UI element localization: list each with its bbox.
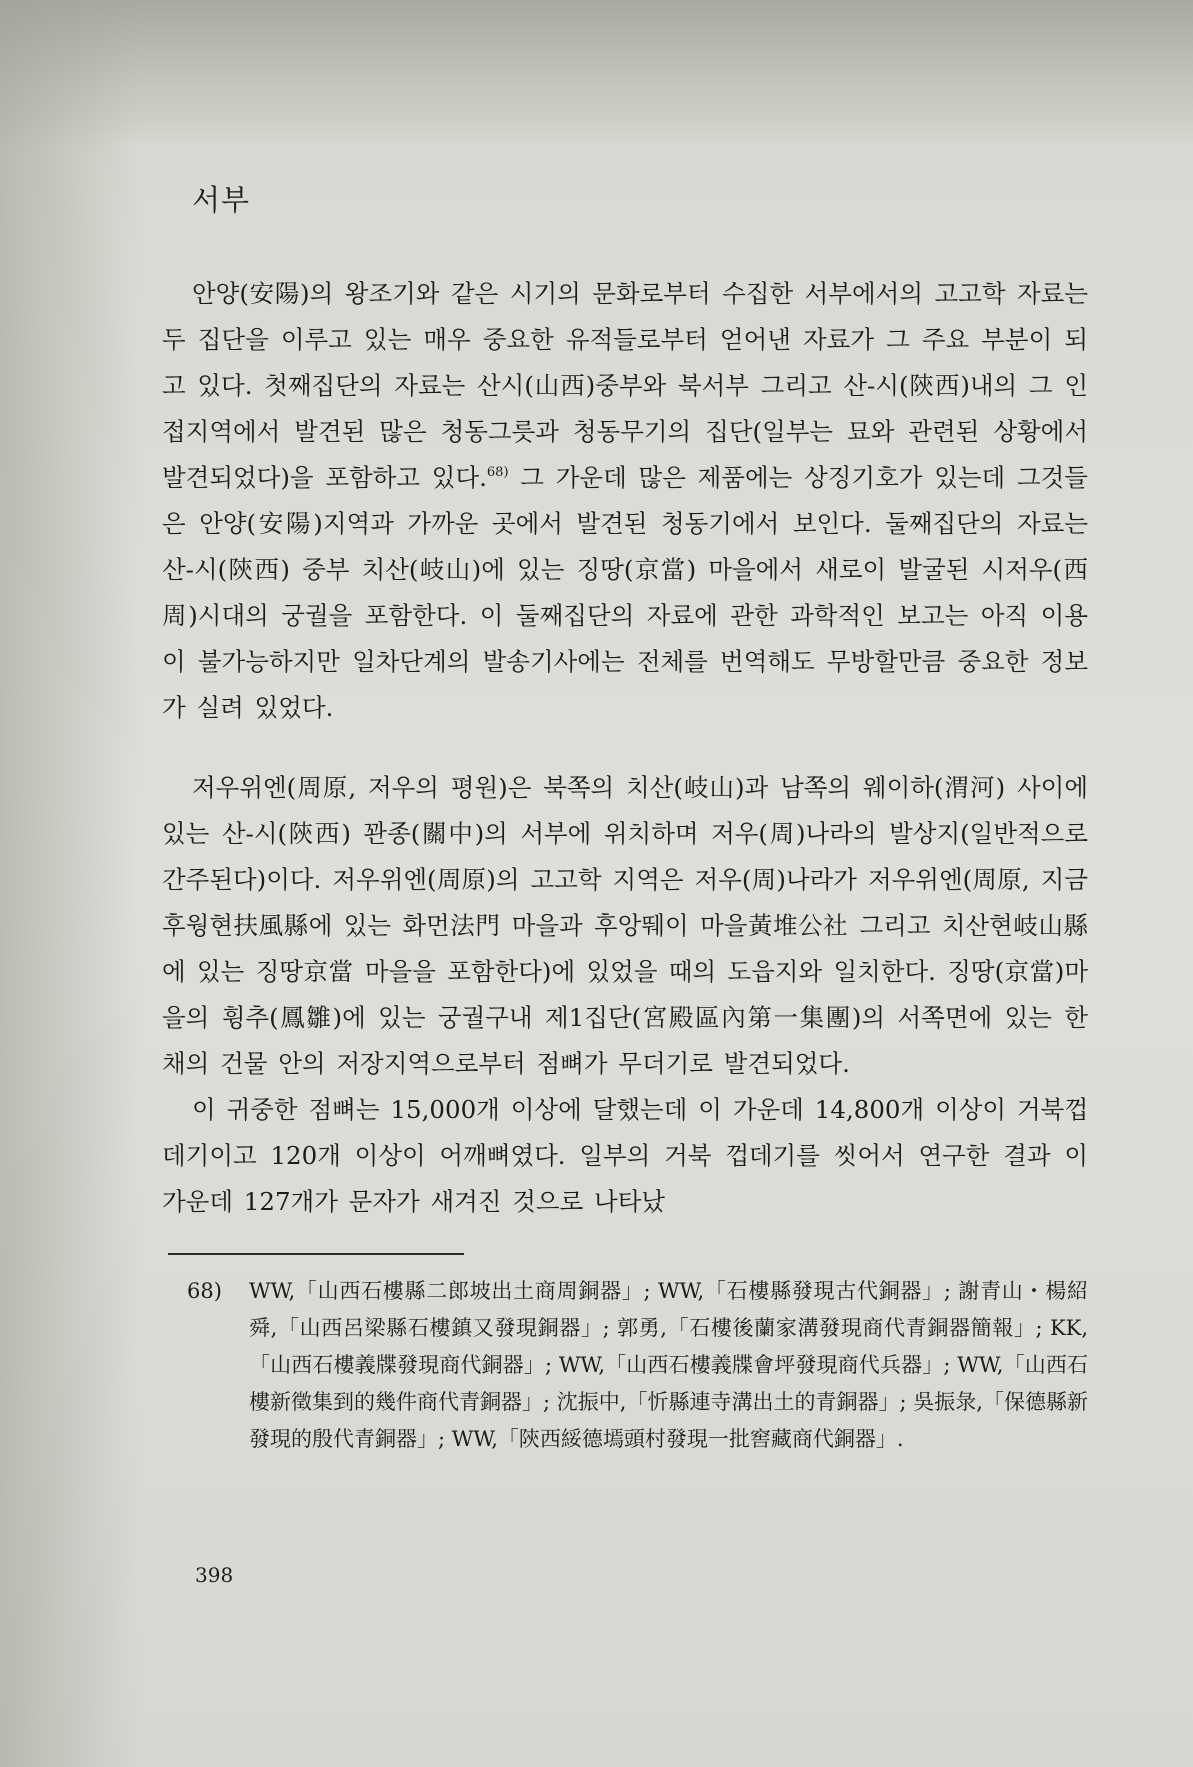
footnote-reference[interactable]: 68) bbox=[486, 465, 509, 480]
paragraph-1-text-a: 안양(安陽)의 왕조기와 같은 시기의 문화로부터 수집한 서부에서의 고고학 자료는 두 집단을 이루고 있는 매우 중요한 유적들로부터 얻어낸 자료가 그 주요 부분이 되고 있다. 첫째집단의 자료는 산시(山西)중부와 북서부 그리고 산-시(陝西)내의 그 인접지역에서 발견된 많은 청동그릇과 청동무기의 집단(일부는 묘와 관련된 상황에서 발견되었다)을 포함하고 있다. bbox=[162, 279, 1088, 492]
paragraph-3: 이 귀중한 점뼈는 15,000개 이상에 달했는데 이 가운데 14,800개 이상이 거북껍데기이고 120개 이상이 어깨뼈였다. 일부의 거북 껍데기를 씻어서 연구한 결과 이 가운데 127개가 문자가 새겨진 것으로 나타났 bbox=[162, 1095, 1088, 1216]
page-content bbox=[162, 170, 1088, 1458]
page-number: 398 bbox=[195, 1563, 234, 1587]
paragraph-1 bbox=[162, 271, 1088, 731]
footnote-number: 68) bbox=[187, 1279, 222, 1303]
section-heading: 서부 bbox=[192, 183, 251, 217]
footnote-text: WW,「山西石樓縣二郎坡出土商周銅器」; WW,「石樓縣發現古代銅器」; 謝青山・楊紹舜,「山西呂梁縣石樓鎮又發現銅器」; 郭勇,「石樓後蘭家溝發現商代青銅器簡報」; KK,「山西石樓義牒發現商代銅器」; WW,「山西石樓義牒會坪發現商代兵器」; WW,「山西石樓新徵集到的幾件商代青銅器」; 沈振中,「忻縣連寺溝出土的青銅器」; 吳振彔,「保德縣新發現的殷代青銅器」; WW,「陝西綏德墕頭村發現一批窖藏商代銅器」. bbox=[249, 1279, 1088, 1451]
footnote bbox=[187, 1273, 1088, 1458]
paragraph-2: 저우위엔(周原, 저우의 평원)은 북쪽의 치산(岐山)과 남쪽의 웨이하(渭河) 사이에 있는 산-시(陝西) 꽌종(關中)의 서부에 위치하며 저우(周)나라의 발상지(일반적으로 간주된다)이다. 저우위엔(周原)의 고고학 지역은 저우(周)나라가 저우위엔(周原, 지금 후웡현扶風縣에 있는 화먼法門 마을과 후앙뛔이 마을黃堆公社 그리고 치산현岐山縣에 있는 징땅京當 마을을 포함한다)에 있었을 때의 도읍지와 일치한다. 징땅(京當)마을의 휭추(鳳雛)에 있는 궁궐구내 제1집단(宮殿區內第一集團)의 서쪽면에 있는 한 채의 건물 안의 저장지역으로부터 점뼈가 무더기로 발견되었다. bbox=[162, 773, 1088, 1078]
paragraph-1-text-b: 그 가운데 많은 제품에는 상징기호가 있는데 그것들은 안양(安陽)지역과 가까운 곳에서 발견된 청동기에서 보인다. 둘째집단의 자료는 산-시(陝西) 중부 치산(岐山)에 있는 징땅(京當) 마을에서 새로이 발굴된 시저우(西周)시대의 궁궐을 포함한다. 이 둘째집단의 자료에 관한 과학적인 보고는 아직 이용이 불가능하지만 일차단계의 발송기사에는 전체를 번역해도 무방할만큼 중요한 정보가 실려 있었다. bbox=[162, 463, 1088, 722]
footnote-divider bbox=[168, 1253, 464, 1255]
